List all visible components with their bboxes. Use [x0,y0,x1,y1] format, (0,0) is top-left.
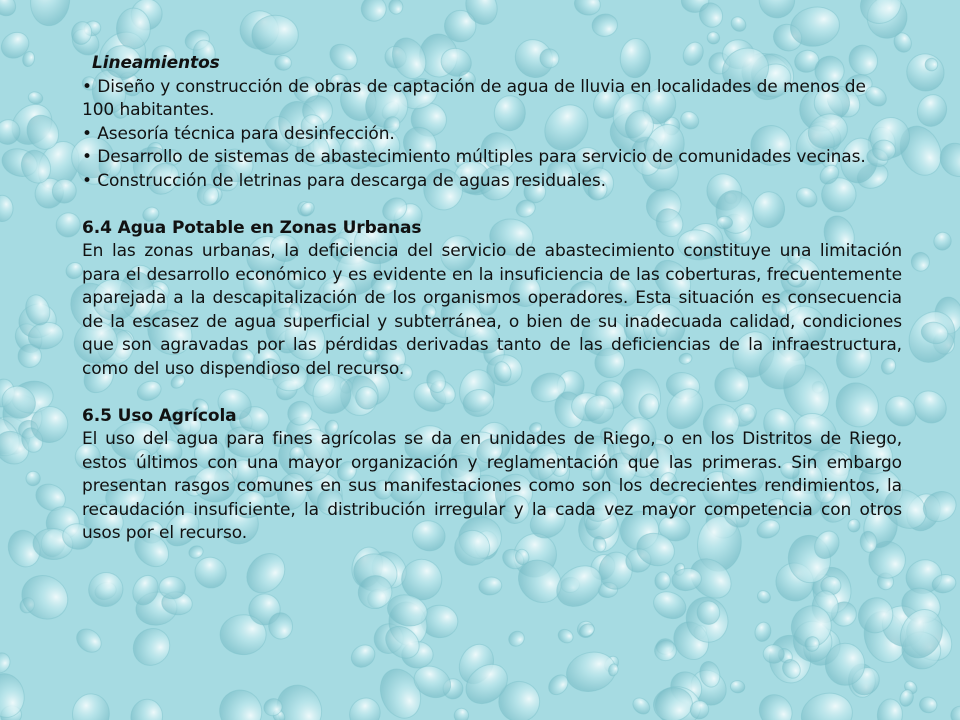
lineamientos-title: Lineamientos [92,53,220,73]
spacer [82,381,902,405]
spacer [82,193,902,217]
slide-text [82,52,902,546]
water-drop [252,15,298,55]
bullet-item: • Asesoría técnica para desinfección. [82,123,395,144]
section-body-urban: En las zonas urbanas, la deficiencia del servicio de abastecimiento constituye una limitación para el desarrollo económico y es evidente en la insuficiencia de las coberturas, frecuentemente aparejada a la descapitalización de los organismos operadores. Esta situación es consecuencia de la escasez de agua superficial y subterránea, o bien de su inadecuada calidad, condiciones que son agravadas por las pérdidas derivadas tanto de las deficiencias de la infraestructura, como del uso dispendioso del recurso. [82,241,902,379]
bullet-item: • Desarrollo de sistemas de abastecimiento múltiples para servicio de comunidades vecinas. [82,147,866,167]
bullet-item: • Construcción de letrinas para descarga de aguas residuales. [82,170,606,191]
bullet-item: • Diseño y construcción de obras de captación de agua de lluvia en localidades de menos de 100 habitantes. [82,76,866,120]
section-heading-agricultural: 6.5 Uso Agrícola [82,405,237,426]
section-heading-urban: 6.4 Agua Potable en Zonas Urbanas [82,217,422,238]
water-drop [116,8,151,49]
section-body-agricultural: El uso del agua para fines agrícolas se da en unidades de Riego, o en los Distritos de Riego, estos últimos con una mayor organización y reglamentación que las primeras. Sin embargo presentan rasgos comunes en sus manifestaciones como son los decrecientes rendimientos, la recaudación insuficiente, la distribución irregular y la cada vez mayor competencia con otros usos por el recurso. [82,429,902,543]
water-drop [825,643,865,686]
